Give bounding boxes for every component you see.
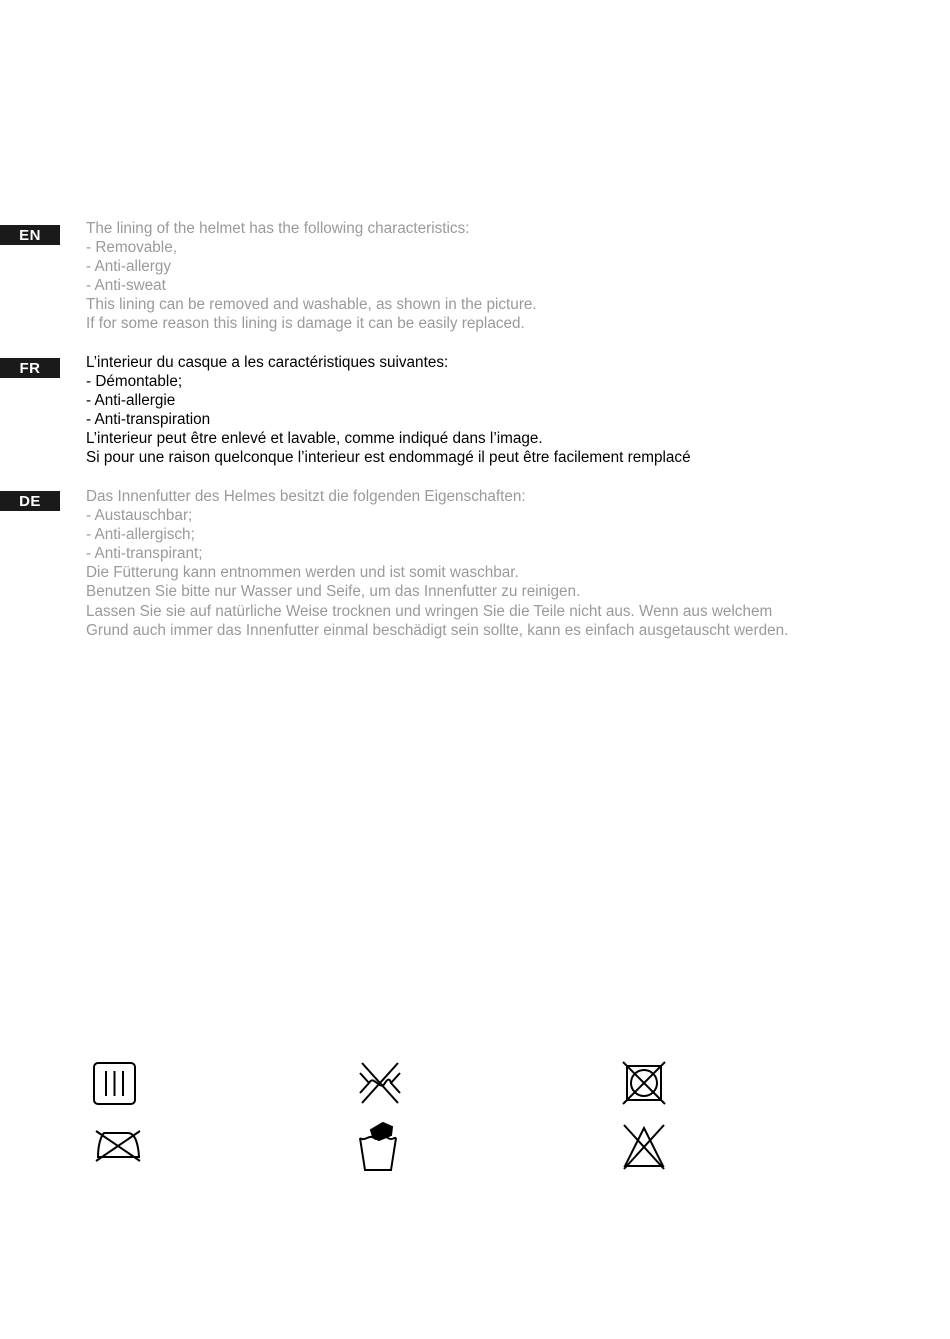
text-line: - Démontable; [86,373,183,391]
text-line: - Anti-sweat [86,277,166,295]
text-line: Lassen Sie sie auf natürliche Weise trocknen und wringen Sie die Teile nicht aus. Wenn aus welchem [86,602,773,620]
text-line: L’interieur peut être enlevé et lavable, comme indiqué dans l’image. [86,430,543,448]
text-line: Das Innenfutter des Helmes besitzt die folgenden Eigenschaften: [86,488,526,505]
section-fr-text [86,353,926,468]
text-line: Die Fütterung kann entnommen werden und ist somit waschbar. [86,564,519,582]
hand-wash-icon [357,1120,399,1172]
text-line: - Anti-transpirant; [86,545,203,563]
drip-dry-icon [92,1061,137,1106]
text-line: - Austauschbar; [86,507,193,525]
do-not-iron-icon [94,1127,142,1165]
do-not-wring-icon [357,1061,403,1105]
text-line: The lining of the helmet has the following characteristics: [86,220,470,237]
text-line: Benutzen Sie bitte nur Wasser und Seife, um das Innenfutter zu reinigen. [86,583,581,601]
section-de-text [86,487,926,640]
do-not-tumble-dry-icon [621,1060,667,1106]
text-line: Grund auch immer das Innenfutter einmal beschädigt sein sollte, kann es einfach ausgetauscht werden. [86,621,789,639]
text-line: - Anti-allergisch; [86,526,195,544]
language-tag-en: EN [0,225,60,245]
text-line: - Removable, [86,239,177,257]
language-tag-de: DE [0,491,60,511]
do-not-bleach-icon [621,1122,667,1172]
text-line: L’interieur du casque a les caractéristiques suivantes: [86,354,449,371]
text-line: If for some reason this lining is damage it can be easily replaced. [86,315,525,333]
text-line: - Anti-allergy [86,258,172,276]
text-line: - Anti-transpiration [86,411,211,429]
text-line: Si pour une raison quelconque l’interieur est endommagé il peut être facilement remplacé [86,449,691,467]
text-line: - Anti-allergie [86,392,176,410]
language-tag-fr: FR [0,358,60,378]
text-line: This lining can be removed and washable, as shown in the picture. [86,296,537,314]
section-en-text [86,219,926,334]
